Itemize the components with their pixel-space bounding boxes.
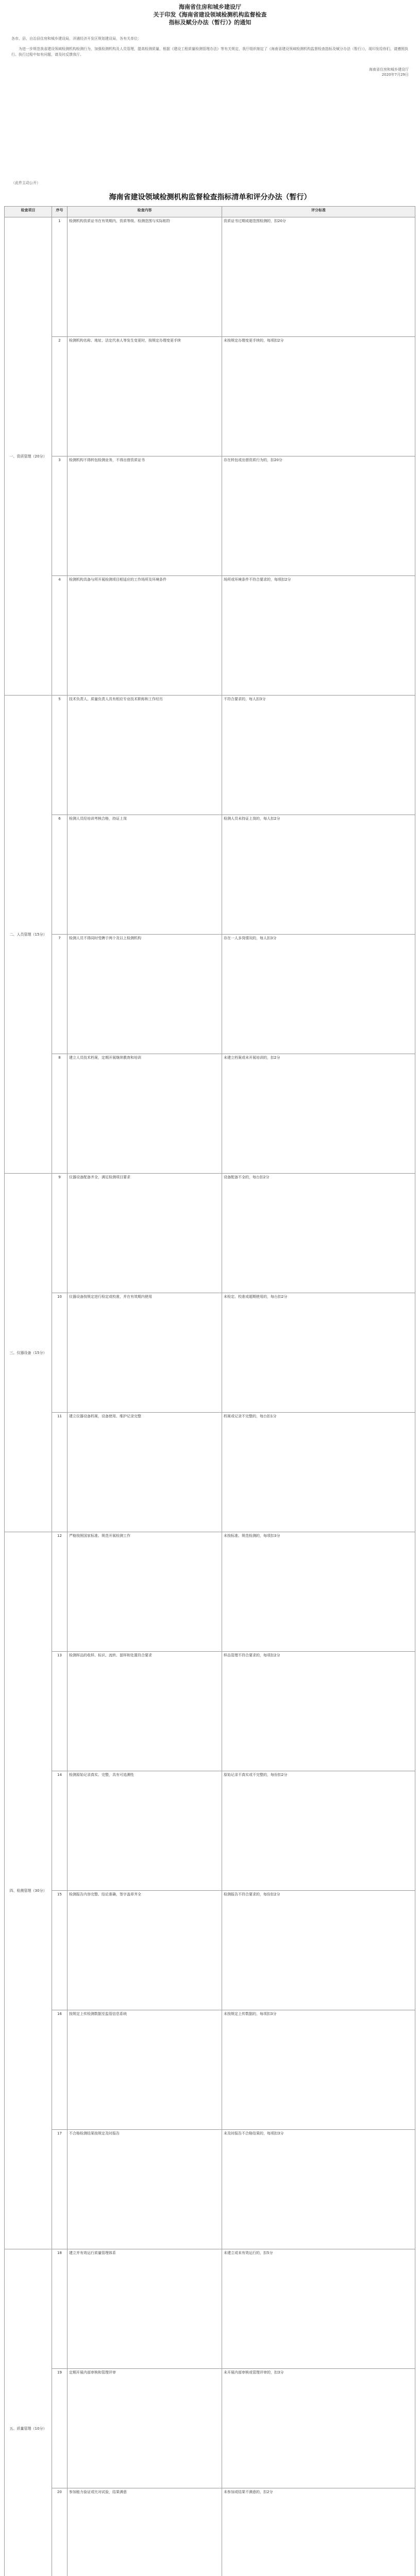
check-content-cell: 仪器设备配备齐全，满足检测项目要求 <box>68 1174 222 1293</box>
table-row <box>5 1891 415 2010</box>
table-body <box>5 217 415 2576</box>
category-cell: 五、质量管理（10分） <box>5 2249 52 2576</box>
table-row <box>5 1293 415 1413</box>
check-content-cell: 参加能力验证或比对试验，结果满意 <box>68 2488 222 2576</box>
category-cell: 四、检测管理（30分） <box>5 1532 52 2249</box>
table-row <box>5 696 415 815</box>
item-number-cell: 7 <box>52 935 68 1054</box>
check-content-cell: 检测机构名称、地址、法定代表人等发生变更时，按规定办理变更手续 <box>68 337 222 456</box>
scoring-cell: 未按规定办理变更手续的，每项扣2分 <box>222 337 415 456</box>
table-header-row <box>5 207 415 217</box>
column-header: 检查项目 <box>5 207 52 217</box>
item-number-cell: 17 <box>52 2130 68 2249</box>
check-content-cell: 检测样品的收样、标识、流转、留样和处置符合要求 <box>68 1652 222 1771</box>
notice-body: 为进一步规范我省建设领域检测机构检测行为，加强检测机构及人员管理，提高检测质量，根据《建设工程质量检测管理办法》等有关规定，我厅组织制定了《海南省建设领域检测机构监督检查指标及赋分办法（暂行）》，现印发给你们，请遵照执行。执行过程中如有问题，请及时反馈我厅。 <box>11 47 408 57</box>
item-number-cell: 14 <box>52 1771 68 1891</box>
item-number-cell: 4 <box>52 576 68 696</box>
item-number-cell: 1 <box>52 217 68 337</box>
check-content-cell: 仪器设备按规定进行检定或校准，并在有效期内使用 <box>68 1293 222 1413</box>
item-number-cell: 12 <box>52 1532 68 1652</box>
item-number-cell: 3 <box>52 456 68 576</box>
recipients: 各市、县、自治县住房和城乡建设局，洋浦经济开发区规划建设局，各有关单位： <box>11 37 141 41</box>
item-number-cell: 16 <box>52 2010 68 2130</box>
item-number-cell: 19 <box>52 2369 68 2488</box>
table-row <box>5 2249 415 2369</box>
scoring-cell: 设备配备不全的，每台扣2分 <box>222 1174 415 1293</box>
check-content-cell: 检测原始记录真实、完整，具有可追溯性 <box>68 1771 222 1891</box>
check-content-cell: 技术负责人、质量负责人具有相应专业技术职称和工作经历 <box>68 696 222 815</box>
check-content-cell: 定期开展内部审核和管理评审 <box>68 2369 222 2488</box>
table-row <box>5 935 415 1054</box>
scoring-cell: 场所或环境条件不符合要求的，每项扣2分 <box>222 576 415 696</box>
item-number-cell: 10 <box>52 1293 68 1413</box>
notice-title-line1: 关于印发《海南省建设领域检测机构监督检查 <box>153 11 267 18</box>
check-content-cell: 检测人员经培训考核合格，持证上岗 <box>68 815 222 935</box>
item-number-cell: 8 <box>52 1054 68 1174</box>
category-cell: 三、仪器设备（15分） <box>5 1174 52 1532</box>
column-header: 序号 <box>52 207 68 217</box>
notice-title-line2: 指标及赋分办法（暂行）》的通知 <box>169 19 251 26</box>
item-number-cell: 11 <box>52 1413 68 1532</box>
scoring-cell: 未检定、校准或超期使用的，每台扣2分 <box>222 1293 415 1413</box>
notice-header-block <box>0 0 420 185</box>
scoring-cell: 未按标准、规范检测的，每项扣3分 <box>222 1532 415 1652</box>
table-row <box>5 1054 415 1174</box>
table-row <box>5 2369 415 2488</box>
item-number-cell: 18 <box>52 2249 68 2369</box>
scoring-cell: 未参加或结果不满意的，扣2分 <box>222 2488 415 2576</box>
table-row <box>5 1652 415 1771</box>
notice-header <box>0 3 420 26</box>
scoring-cell: 原始记录不真实或不完整的，每份扣2分 <box>222 1771 415 1891</box>
table-row <box>5 2488 415 2576</box>
table-row <box>5 456 415 576</box>
signature <box>369 67 409 77</box>
check-content-cell: 检测机构资质证书在有效期内，资质等级、检测范围与实际相符 <box>68 217 222 337</box>
scoring-cell: 档案或记录不完整的，每台扣1分 <box>222 1413 415 1532</box>
check-content-cell: 检测报告内容完整、结论准确，签字盖章齐全 <box>68 1891 222 2010</box>
scoring-cell: 未开展内部审核或管理评审的，扣3分 <box>222 2369 415 2488</box>
item-number-cell: 5 <box>52 696 68 815</box>
category-cell: 二、人员管理（15分） <box>5 696 52 1174</box>
scoring-cell: 未建立档案或未开展培训的，扣2分 <box>222 1054 415 1174</box>
table-row <box>5 337 415 456</box>
issuer-name: 海南省住房和城乡建设厅 <box>179 4 241 10</box>
item-number-cell: 6 <box>52 815 68 935</box>
scoring-cell: 未按规定上传数据的，每项扣3分 <box>222 2010 415 2130</box>
table-row <box>5 576 415 696</box>
publication-note: （此件主动公开） <box>11 181 40 185</box>
check-content-cell: 不合格检测结果按规定及时报告 <box>68 2130 222 2249</box>
scoring-cell: 样品管理不符合要求的，每项扣2分 <box>222 1652 415 1771</box>
check-content-cell: 检测人员不得同时受聘于两个及以上检测机构 <box>68 935 222 1054</box>
scoring-cell: 检测人员未持证上岗的，每人扣2分 <box>222 815 415 935</box>
item-number-cell: 9 <box>52 1174 68 1293</box>
item-number-cell: 13 <box>52 1652 68 1771</box>
table-row <box>5 1413 415 1532</box>
item-number-cell: 15 <box>52 1891 68 2010</box>
check-content-cell: 建立仪器设备档案，设备使用、维护记录完整 <box>68 1413 222 1532</box>
signature-org: 海南省住房和城乡建设厅 <box>369 67 409 72</box>
table-row <box>5 1771 415 1891</box>
item-number-cell: 2 <box>52 337 68 456</box>
table-row <box>5 1532 415 1652</box>
table-title: 海南省建设领域检测机构监督检查指标清单和评分办法（暂行） <box>109 193 311 201</box>
evaluation-table <box>4 206 415 2576</box>
evaluation-table-wrap <box>4 206 415 2576</box>
scoring-cell: 资质证书过期或超范围检测的，扣20分 <box>222 217 415 337</box>
scoring-cell: 检测报告不符合要求的，每份扣2分 <box>222 1891 415 2010</box>
table-row <box>5 815 415 935</box>
column-header: 评分标准 <box>222 207 415 217</box>
scoring-cell: 未建立或未有效运行的，扣5分 <box>222 2249 415 2369</box>
scoring-cell: 存在转包或出借资质行为的，扣20分 <box>222 456 415 576</box>
scoring-cell: 未及时报告不合格结果的，每项扣3分 <box>222 2130 415 2249</box>
scoring-cell: 存在一人多岗情况的，每人扣3分 <box>222 935 415 1054</box>
signature-date: 2020年7月29日 <box>381 73 409 77</box>
scoring-cell: 不符合要求的，每人扣3分 <box>222 696 415 815</box>
check-content-cell: 按规定上传检测数据至监管信息系统 <box>68 2010 222 2130</box>
check-content-cell: 建立人员技术档案，定期开展继续教育和培训 <box>68 1054 222 1174</box>
table-row <box>5 1174 415 1293</box>
check-content-cell: 检测机构不得转包检测业务，不得出借资质证书 <box>68 456 222 576</box>
check-content-cell: 检测机构具备与所开展检测项目相适应的工作场所及环境条件 <box>68 576 222 696</box>
category-cell: 一、资质管理（20分） <box>5 217 52 696</box>
check-content-cell: 建立并有效运行质量管理体系 <box>68 2249 222 2369</box>
check-content-cell: 严格按照国家标准、规范开展检测工作 <box>68 1532 222 1652</box>
item-number-cell: 20 <box>52 2488 68 2576</box>
column-header: 检查内容 <box>68 207 222 217</box>
table-row <box>5 217 415 337</box>
table-row <box>5 2010 415 2130</box>
table-row <box>5 2130 415 2249</box>
